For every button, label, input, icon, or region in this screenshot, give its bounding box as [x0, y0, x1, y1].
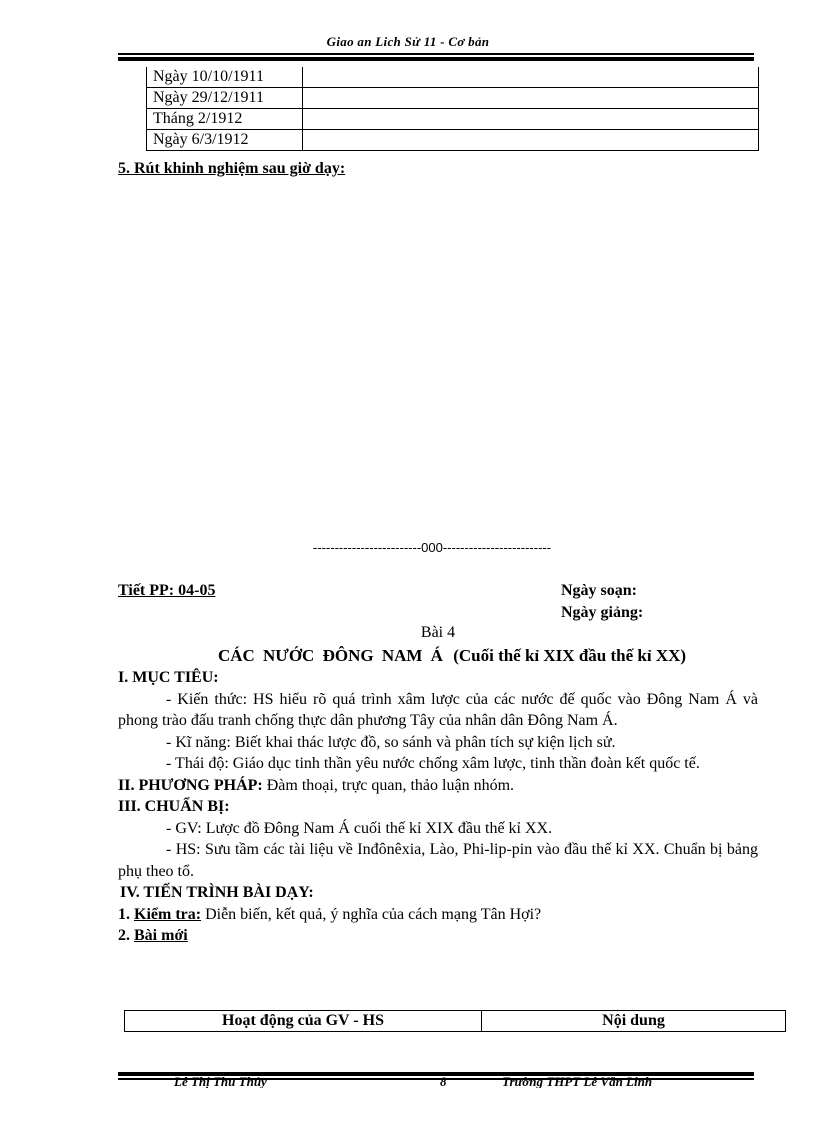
methods-line [118, 775, 758, 797]
separator: -------------------------000------------------------- [312, 540, 552, 555]
event-cell [303, 88, 759, 109]
preparation-student: - HS: Sưu tầm các tài liệu về Inđônêxia, Lào, Phi-lip-pin vào đầu thế kỉ XX. Chuẩn bị bảng phụ theo tổ. [118, 841, 758, 880]
footer-page-number: 8 [440, 1074, 447, 1088]
lesson-title-sub: (Cuối thế kỉ XIX đầu thế kỉ XX) [453, 646, 687, 665]
date-cell: Tháng 2/1912 [147, 109, 303, 130]
lesson-title-main: CÁC NƯỚC ĐÔNG NAM Á [217, 646, 443, 665]
lesson-number: Bài 4 [420, 624, 456, 641]
activity-column-header: Hoạt động của GV - HS [125, 1011, 482, 1032]
objectives-heading: I. MỤC TIÊU: [118, 669, 219, 686]
event-cell [303, 109, 759, 130]
preparation-heading: III. CHUẨN BỊ: [118, 798, 230, 815]
document-header-title: Giao an Lich Sử 11 - Cơ bản [326, 34, 490, 49]
date-table [146, 67, 759, 151]
table-row [147, 109, 759, 130]
check-line [118, 904, 758, 926]
table-row [147, 67, 759, 88]
date-cell: Ngày 6/3/1912 [147, 130, 303, 151]
date-cell: Ngày 10/10/1911 [147, 67, 303, 88]
date-prepared-label: Ngày soạn: [561, 582, 638, 599]
lesson-title [0, 646, 816, 666]
methods-text: Đàm thoại, trực quan, thảo luận nhóm. [266, 776, 515, 794]
page-footer [118, 1072, 754, 1088]
lesson-period: Tiết PP: 04-05 [118, 582, 216, 599]
footer-author: Lê Thị Thu Thủy [174, 1074, 267, 1088]
table-header-row [125, 1011, 786, 1032]
preparation-teacher: - GV: Lược đồ Đông Nam Á cuối thế kỉ XIX đầu thế kỉ XX. [166, 819, 553, 837]
check-text: Diễn biến, kết quả, ý nghĩa của cách mạng Tân Hợi? [205, 905, 542, 923]
activity-table [124, 1010, 786, 1032]
date-taught-label: Ngày giảng: [561, 604, 644, 621]
check-number: 1. [118, 905, 130, 923]
new-lesson-line [118, 925, 758, 947]
footer-school: Trường THPT Lê Văn Linh [502, 1074, 653, 1088]
objective-skills: - Kĩ năng: Biết khai thác lược đồ, so sánh và phân tích sự kiện lịch sử. [166, 733, 616, 751]
process-heading: IV. TIẾN TRÌNH BÀI DẠY: [120, 884, 314, 901]
objective-knowledge: - Kiến thức: HS hiểu rõ quá trình xâm lược của các nước đế quốc vào Đông Nam Á và phong trào đấu tranh chống thực dân phương Tây của nhân dân Đông Nam Á. [118, 690, 758, 729]
methods-heading: II. PHƯƠNG PHÁP: [118, 776, 263, 794]
content-column-header: Nội dung [482, 1011, 786, 1032]
new-lesson-label: Bài mới [134, 927, 188, 944]
event-cell [303, 130, 759, 151]
table-row [147, 130, 759, 151]
event-cell [303, 67, 759, 88]
lesson-content [118, 667, 758, 947]
new-lesson-number: 2. [118, 927, 130, 944]
header-rule-thin [118, 53, 754, 55]
check-label: Kiểm tra: [134, 905, 202, 923]
table-row [147, 88, 759, 109]
section-5-heading: 5. Rút khinh nghiệm sau giờ dạy: [118, 160, 346, 177]
date-cell: Ngày 29/12/1911 [147, 88, 303, 109]
objective-attitude: - Thái độ: Giáo dục tinh thần yêu nước chống xâm lược, tinh thần đoàn kết quốc tế. [166, 755, 700, 772]
header-rule-thick [118, 57, 754, 61]
